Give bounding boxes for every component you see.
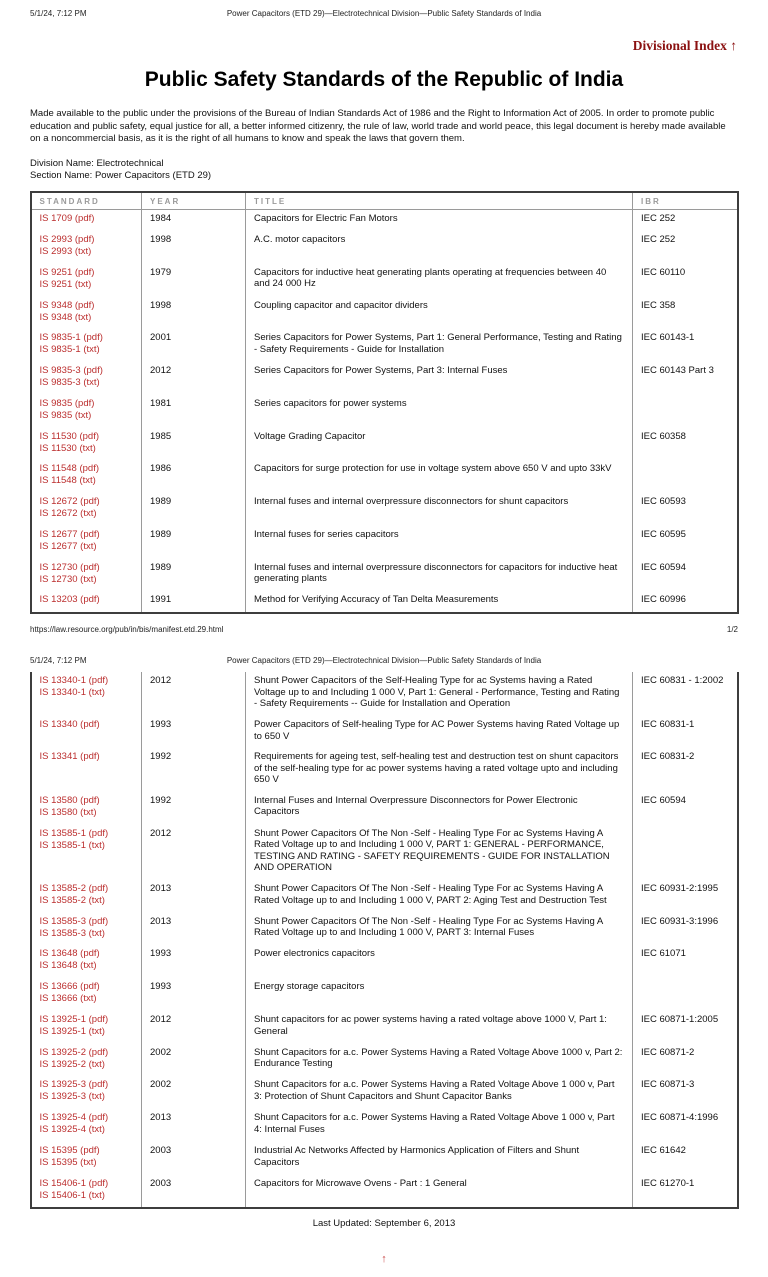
ibr-cell: IEC 61642 <box>633 1142 738 1175</box>
standard-link[interactable]: IS 11530 (pdf) <box>39 430 100 442</box>
ibr-cell <box>633 825 738 880</box>
title-cell: Energy storage capacitors <box>246 978 633 1011</box>
title-cell: Capacitors for surge protection for use in voltage system above 650 V and upto 33kV <box>246 460 633 493</box>
standard-link[interactable]: IS 9251 (txt) <box>39 278 92 290</box>
year-cell: 1993 <box>142 716 246 748</box>
standard-link[interactable]: IS 13925-4 (pdf) <box>39 1112 109 1124</box>
standard-cell <box>31 210 142 231</box>
table-row <box>31 1109 738 1142</box>
standard-link[interactable]: IS 2993 (pdf) <box>39 234 95 246</box>
table-row <box>31 526 738 559</box>
standard-link[interactable]: IS 13340-1 (txt) <box>39 687 105 699</box>
ibr-cell: IEC 60110 <box>633 264 738 297</box>
ibr-cell: IEC 60831 - 1:2002 <box>633 672 738 716</box>
standard-link[interactable]: IS 13203 (pdf) <box>39 594 100 606</box>
table-row <box>31 672 738 716</box>
table-row <box>31 825 738 880</box>
table-row <box>31 231 738 264</box>
intro-paragraph: Made available to the public under the provisions of the Bureau of Indian Standards Act of 1986 and the Right to Information Act of 2005. In order to promote public education and public safety, equal justice for all, a better informed citizenry, the rule of law, world trade and world peace, this legal document is hereby made available on a noncommercial basis, as it is the right of all humans to know and speak the laws that govern them. <box>30 108 726 145</box>
ibr-cell <box>633 460 738 493</box>
print-header <box>0 0 768 20</box>
year-cell: 2002 <box>142 1044 246 1077</box>
standard-link[interactable]: IS 12672 (txt) <box>39 508 97 520</box>
year-cell: 2012 <box>142 1011 246 1044</box>
title-cell: Shunt Capacitors for a.c. Power Systems Having a Rated Voltage Above 1 000 v, Part 4: Internal Fuses <box>246 1109 633 1142</box>
ibr-cell: IEC 60931-3:1996 <box>633 913 738 946</box>
standard-link[interactable]: IS 15406-1 (txt) <box>39 1189 105 1201</box>
ibr-cell: IEC 60143-1 <box>633 329 738 362</box>
ibr-cell: IEC 60996 <box>633 591 738 613</box>
table-row <box>31 913 738 946</box>
ibr-cell: IEC 60831-2 <box>633 748 738 792</box>
print-header <box>0 656 768 667</box>
standard-link[interactable]: IS 9348 (txt) <box>39 311 92 323</box>
year-cell: 2012 <box>142 362 246 395</box>
title-cell: A.C. motor capacitors <box>246 231 633 264</box>
ibr-cell: IEC 60871-1:2005 <box>633 1011 738 1044</box>
table-row <box>31 264 738 297</box>
col-header-year: YEAR <box>142 192 246 210</box>
standard-link[interactable]: IS 15406-1 (pdf) <box>39 1177 109 1189</box>
standard-cell <box>31 748 142 792</box>
title-cell: Shunt Capacitors for a.c. Power Systems Having a Rated Voltage Above 1000 v, Part 2: Endurance Testing <box>246 1044 633 1077</box>
col-header-standard: STANDARD <box>31 192 142 210</box>
standard-cell <box>31 825 142 880</box>
title-cell: Industrial Ac Networks Affected by Harmonics Application of Filters and Shunt Capacitors <box>246 1142 633 1175</box>
year-cell: 2001 <box>142 329 246 362</box>
standard-cell <box>31 460 142 493</box>
standard-cell <box>31 1044 142 1077</box>
standard-link[interactable]: IS 13925-1 (pdf) <box>39 1013 109 1025</box>
year-cell: 1989 <box>142 493 246 526</box>
standards-table-page1 <box>30 191 739 614</box>
year-cell: 1979 <box>142 264 246 297</box>
table-row <box>31 978 738 1011</box>
title-cell: Requirements for ageing test, self-healing test and destruction test on shunt capacitors of the self-healing type for ac power systems having a rated voltage upto and including 650 V <box>246 748 633 792</box>
back-to-top <box>0 1249 768 1277</box>
ibr-cell: IEC 60593 <box>633 493 738 526</box>
table-header-row <box>31 192 738 210</box>
year-cell: 1989 <box>142 526 246 559</box>
year-cell: 1993 <box>142 945 246 978</box>
standard-cell <box>31 672 142 716</box>
ibr-cell: IEC 60143 Part 3 <box>633 362 738 395</box>
standard-link[interactable]: IS 9835-1 (pdf) <box>39 332 103 344</box>
ibr-cell: IEC 60871-4:1996 <box>633 1109 738 1142</box>
title-cell: Shunt capacitors for ac power systems having a rated voltage above 1000 V, Part 1: General <box>246 1011 633 1044</box>
table-row <box>31 1142 738 1175</box>
col-header-ibr: IBR <box>633 192 738 210</box>
year-cell: 1993 <box>142 978 246 1011</box>
standard-link[interactable]: IS 13585-2 (pdf) <box>39 882 109 894</box>
divisional-index <box>0 37 737 55</box>
standard-link[interactable]: IS 9348 (pdf) <box>39 299 95 311</box>
standard-link[interactable]: IS 9251 (pdf) <box>39 266 95 278</box>
table-row <box>31 559 738 592</box>
title-cell: Method for Verifying Accuracy of Tan Delta Measurements <box>246 591 633 613</box>
standard-link[interactable]: IS 13925-2 (pdf) <box>39 1046 109 1058</box>
year-cell: 2003 <box>142 1142 246 1175</box>
standard-link[interactable]: IS 13340 (pdf) <box>39 719 100 731</box>
year-cell: 2012 <box>142 825 246 880</box>
table-row <box>31 1076 738 1109</box>
standard-link[interactable]: IS 11548 (txt) <box>39 475 96 487</box>
standard-link[interactable]: IS 15395 (pdf) <box>39 1144 100 1156</box>
ibr-cell: IEC 60931-2:1995 <box>633 880 738 913</box>
title-cell: Series Capacitors for Power Systems, Part 3: Internal Fuses <box>246 362 633 395</box>
ibr-cell: IEC 60831-1 <box>633 716 738 748</box>
standard-cell <box>31 231 142 264</box>
table-row <box>31 748 738 792</box>
standard-cell <box>31 1011 142 1044</box>
title-cell: Internal Fuses and Internal Overpressure Disconnectors for Power Electronic Capacitors <box>246 792 633 825</box>
title-cell: Capacitors for inductive heat generating plants operating at frequencies between 40 and 24 000 Hz <box>246 264 633 297</box>
year-cell: 2002 <box>142 1076 246 1109</box>
title-cell: Power electronics capacitors <box>246 945 633 978</box>
division-name-line: Division Name: Electrotechnical <box>30 157 164 169</box>
standard-link[interactable]: IS 13341 (pdf) <box>39 751 100 763</box>
division-section-meta <box>30 158 738 183</box>
standard-link[interactable]: IS 15395 (txt) <box>39 1156 97 1168</box>
standard-link[interactable]: IS 13925-4 (txt) <box>39 1124 105 1136</box>
standard-link[interactable]: IS 12730 (pdf) <box>39 561 100 573</box>
standard-cell <box>31 526 142 559</box>
print-footer <box>30 625 738 634</box>
standard-link[interactable]: IS 9835-3 (txt) <box>39 377 100 389</box>
title-cell: Series Capacitors for Power Systems, Part 1: General Performance, Testing and Rating - Safety Requirements - Guide for Installation <box>246 329 633 362</box>
standard-cell <box>31 913 142 946</box>
table-row <box>31 591 738 613</box>
print-doc-title: Power Capacitors (ETD 29)—Electrotechnical Division—Public Safety Standards of India <box>226 656 542 666</box>
year-cell: 1984 <box>142 210 246 231</box>
year-cell: 1981 <box>142 395 246 428</box>
table-row <box>31 945 738 978</box>
print-datetime: 5/1/24, 7:12 PM <box>30 9 87 18</box>
title-cell: Internal fuses and internal overpressure disconnectors for capacitors for inductive heat generating plants <box>246 559 633 592</box>
standard-cell <box>31 395 142 428</box>
divisional-index-link[interactable]: Divisional Index ↑ <box>632 38 737 53</box>
title-cell: Internal fuses and internal overpressure disconnectors for shunt capacitors <box>246 493 633 526</box>
standard-cell <box>31 880 142 913</box>
standard-link[interactable]: IS 13648 (pdf) <box>39 948 100 960</box>
table-row <box>31 792 738 825</box>
title-cell: Series capacitors for power systems <box>246 395 633 428</box>
year-cell: 2013 <box>142 880 246 913</box>
standard-link[interactable]: IS 9835 (txt) <box>39 409 92 421</box>
title-cell: Shunt Power Capacitors of the Self-Healing Type for ac Systems having a Rated Voltage up to and Including 1 000 V, Part 1: General - Performance, Testing and Rating - Safety Requirements -- Guide for Installation and Operation <box>246 672 633 716</box>
ibr-cell: IEC 358 <box>633 297 738 330</box>
standard-link[interactable]: IS 13925-1 (txt) <box>39 1025 105 1037</box>
standard-cell <box>31 264 142 297</box>
footer-page-indicator: 1/2 <box>726 625 738 635</box>
table-row <box>31 493 738 526</box>
standard-link[interactable]: IS 13585-1 (pdf) <box>39 827 109 839</box>
table-row <box>31 362 738 395</box>
standard-cell <box>31 362 142 395</box>
page-1 <box>0 0 768 634</box>
ibr-cell: IEC 252 <box>633 210 738 231</box>
ibr-cell: IEC 60358 <box>633 428 738 461</box>
standard-link[interactable]: IS 13585-2 (txt) <box>39 894 105 906</box>
standard-link[interactable]: IS 13580 (txt) <box>39 806 97 818</box>
year-cell: 2012 <box>142 672 246 716</box>
ibr-cell: IEC 61071 <box>633 945 738 978</box>
year-cell: 1986 <box>142 460 246 493</box>
year-cell: 2003 <box>142 1175 246 1209</box>
standard-link[interactable]: IS 12677 (txt) <box>39 540 97 552</box>
standard-link[interactable]: IS 1709 (pdf) <box>39 213 95 225</box>
title-cell: Shunt Power Capacitors Of The Non -Self - Healing Type For ac Systems Having A Rated Voltage up to and Including 1 000 V, PART 3: Internal Fuses <box>246 913 633 946</box>
standard-cell <box>31 1142 142 1175</box>
standard-cell <box>31 428 142 461</box>
year-cell: 1998 <box>142 231 246 264</box>
col-header-title: TITLE <box>246 192 633 210</box>
page-2 <box>0 656 768 1277</box>
table-row <box>31 329 738 362</box>
table-row <box>31 395 738 428</box>
year-cell: 1985 <box>142 428 246 461</box>
standard-link[interactable]: IS 13925-3 (txt) <box>39 1091 105 1103</box>
year-cell: 1989 <box>142 559 246 592</box>
print-doc-title: Power Capacitors (ETD 29)—Electrotechnical Division—Public Safety Standards of India <box>226 9 542 18</box>
title-cell: Shunt Capacitors for a.c. Power Systems Having a Rated Voltage Above 1 000 v, Part 3: Protection of Shunt Capacitors and Shunt Capacitor Banks <box>246 1076 633 1109</box>
year-cell: 2013 <box>142 1109 246 1142</box>
standard-cell <box>31 493 142 526</box>
standard-cell <box>31 1109 142 1142</box>
table-row <box>31 297 738 330</box>
year-cell: 1991 <box>142 591 246 613</box>
year-cell: 1998 <box>142 297 246 330</box>
standard-link[interactable]: IS 13580 (pdf) <box>39 794 100 806</box>
standard-cell <box>31 945 142 978</box>
ibr-cell <box>633 395 738 428</box>
title-cell: Shunt Power Capacitors Of The Non -Self - Healing Type For ac Systems Having A Rated Voltage up to and Including 1 000 V, PART 1: GENERAL - PERFORMANCE, TESTING AND RATING - SAFETY REQUIREMENTS - GUIDE FOR INSTALLATION AND OPERATION <box>246 825 633 880</box>
title-cell: Capacitors for Microwave Ovens - Part : 1 General <box>246 1175 633 1209</box>
standard-link[interactable]: IS 12672 (pdf) <box>39 496 100 508</box>
ibr-cell: IEC 60594 <box>633 559 738 592</box>
ibr-cell <box>633 978 738 1011</box>
standards-table-page2 <box>30 672 739 1209</box>
ibr-cell: IEC 60871-3 <box>633 1076 738 1109</box>
ibr-cell: IEC 252 <box>633 231 738 264</box>
standard-link[interactable]: IS 13666 (pdf) <box>39 981 100 993</box>
title-cell: Internal fuses for series capacitors <box>246 526 633 559</box>
section-name-line: Section Name: Power Capacitors (ETD 29) <box>30 169 212 181</box>
standard-cell <box>31 716 142 748</box>
title-cell: Coupling capacitor and capacitor dividers <box>246 297 633 330</box>
year-cell: 1992 <box>142 792 246 825</box>
title-cell: Capacitors for Electric Fan Motors <box>246 210 633 231</box>
standard-link[interactable]: IS 11548 (pdf) <box>39 463 100 475</box>
back-to-top-link[interactable]: ↑ <box>381 1253 387 1266</box>
standard-link[interactable]: IS 2993 (txt) <box>39 246 92 258</box>
print-datetime: 5/1/24, 7:12 PM <box>30 656 87 666</box>
standard-link[interactable]: IS 9835-3 (pdf) <box>39 365 103 377</box>
table-row <box>31 428 738 461</box>
title-cell: Power Capacitors of Self-healing Type for AC Power Systems having Rated Voltage up to 650 V <box>246 716 633 748</box>
footer-url: https://law.resource.org/pub/in/bis/manifest.etd.29.html <box>30 625 224 635</box>
table-row <box>31 1175 738 1209</box>
standard-link[interactable]: IS 13585-3 (pdf) <box>39 915 109 927</box>
standard-link[interactable]: IS 11530 (txt) <box>39 442 96 454</box>
ibr-cell: IEC 60595 <box>633 526 738 559</box>
standard-link[interactable]: IS 13585-1 (txt) <box>39 839 105 851</box>
ibr-cell: IEC 60871-2 <box>633 1044 738 1077</box>
year-cell: 2013 <box>142 913 246 946</box>
standard-link[interactable]: IS 9835 (pdf) <box>39 397 95 409</box>
table-row <box>31 210 738 231</box>
standard-cell <box>31 559 142 592</box>
ibr-cell: IEC 60594 <box>633 792 738 825</box>
standard-cell <box>31 1076 142 1109</box>
title-cell: Voltage Grading Capacitor <box>246 428 633 461</box>
standard-cell <box>31 591 142 613</box>
standard-cell <box>31 1175 142 1209</box>
standard-link[interactable]: IS 13925-2 (txt) <box>39 1058 105 1070</box>
standard-link[interactable]: IS 13666 (txt) <box>39 993 97 1005</box>
standard-cell <box>31 329 142 362</box>
standard-link[interactable]: IS 9835-1 (txt) <box>39 344 100 356</box>
table-row <box>31 716 738 748</box>
standard-cell <box>31 978 142 1011</box>
page-title: Public Safety Standards of the Republic of India <box>144 68 624 91</box>
standard-link[interactable]: IS 13340-1 (pdf) <box>39 675 109 687</box>
ibr-cell: IEC 61270-1 <box>633 1175 738 1209</box>
standard-link[interactable]: IS 13648 (txt) <box>39 960 97 972</box>
standard-link[interactable]: IS 12730 (txt) <box>39 573 97 585</box>
table-row <box>31 880 738 913</box>
standard-cell <box>31 297 142 330</box>
title-cell: Shunt Power Capacitors Of The Non -Self - Healing Type For ac Systems Having A Rated Voltage up to and Including 1 000 V, PART 2: Aging Test and Destruction Test <box>246 880 633 913</box>
table-row <box>31 460 738 493</box>
standard-cell <box>31 792 142 825</box>
standard-link[interactable]: IS 13925-3 (pdf) <box>39 1079 109 1091</box>
standard-link[interactable]: IS 12677 (pdf) <box>39 528 100 540</box>
standard-link[interactable]: IS 13585-3 (txt) <box>39 927 105 939</box>
last-updated: Last Updated: September 6, 2013 <box>312 1218 456 1230</box>
table-row <box>31 1044 738 1077</box>
table-row <box>31 1011 738 1044</box>
year-cell: 1992 <box>142 748 246 792</box>
